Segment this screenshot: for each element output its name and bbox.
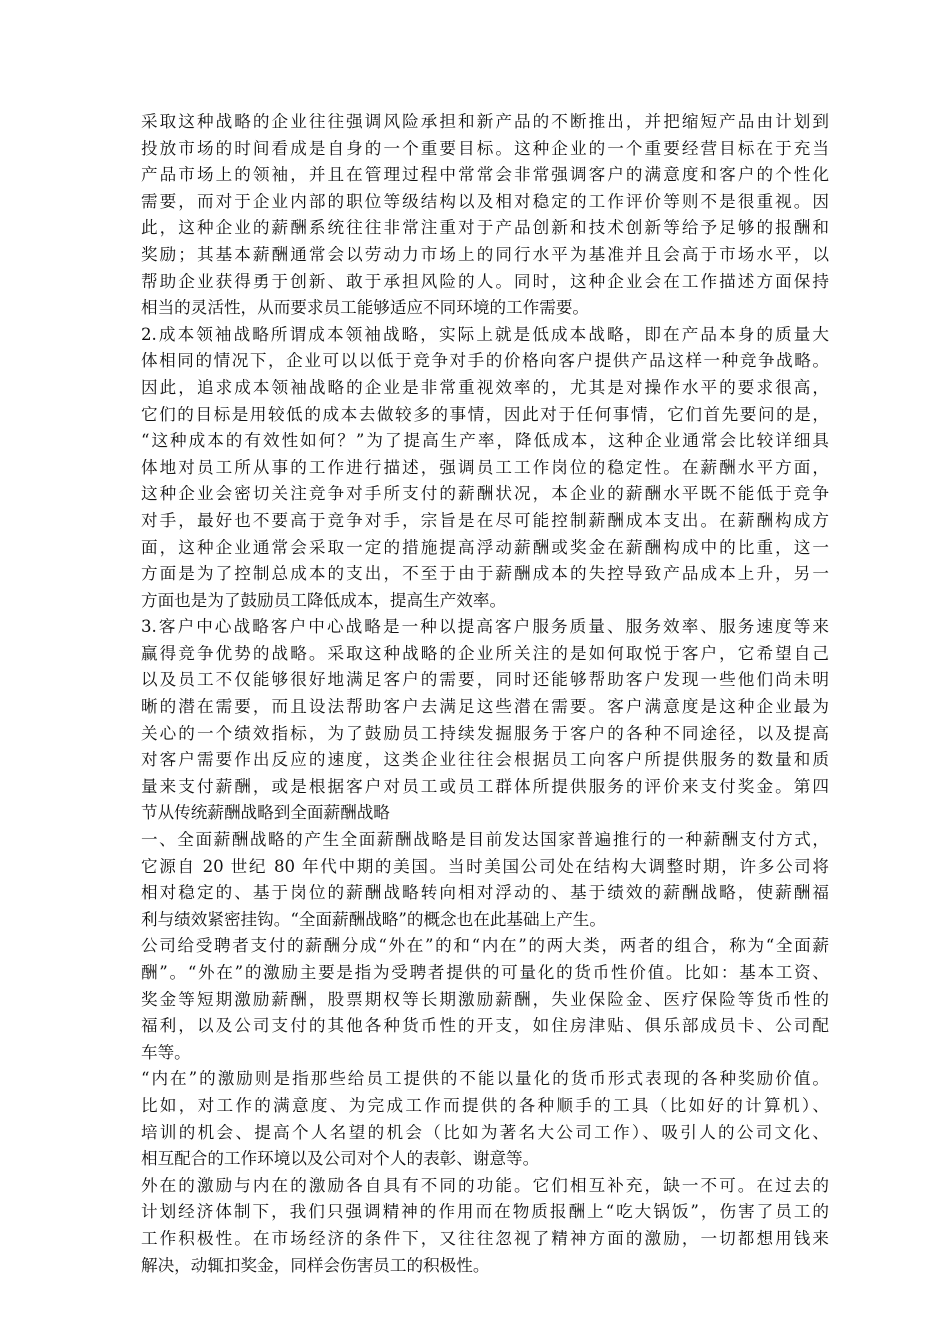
text-line: 酬”。“外在”的激励主要是指为受聘者提供的可量化的货币性价值。比如：基本工资、 (141, 963, 829, 982)
text-line: 产品市场上的领袖，并且在管理过程中常常会非常强调客户的满意度和客户的个性化 (141, 165, 829, 185)
text-line: 需要，而对于企业内部的职位等级结构以及相对稳定的工作评价等则不是很重视。因 (141, 191, 829, 211)
text-line: 帮助企业获得勇于创新、敢于承担风险的人。同时，这种企业会在工作描述方面保持 (141, 271, 829, 291)
text-line: 采取这种战略的企业往往强调风险承担和新产品的不断推出，并把缩短产品由计划到 (141, 112, 829, 131)
text-line: 3.客户中心战略客户中心战略是一种以提高客户服务质量、服务效率、服务速度等来 (141, 617, 829, 637)
text-line: 福利，以及公司支付的其他各种货币性的开支，如住房津贴、俱乐部成员卡、公司配 (141, 1016, 829, 1036)
text-line: 计划经济体制下，我们只强调精神的作用而在物质报酬上“吃大锅饭”，伤害了员工的 (141, 1202, 829, 1222)
text-line: 公司给受聘者支付的薪酬分成“外在”的和“内在”的两大类，两者的组合，称为“全面薪 (141, 936, 829, 956)
text-line: 晰的潜在需要，而且设法帮助客户去满足这些潜在需要。客户满意度是这种企业最为 (141, 697, 829, 717)
text-line: “内在”的激励则是指那些给员工提供的不能以量化的货币形式表现的各种奖励价值。 (141, 1069, 829, 1089)
text-line: 2.成本领袖战略所谓成本领袖战略，实际上就是低成本战略，即在产品本身的质量大 (141, 324, 829, 344)
text-line: 方面是为了控制总成本的支出，不至于由于薪酬成本的失控导致产品成本上升，另一 (141, 564, 829, 584)
text-line: 关心的一个绩效指标，为了鼓励员工持续发掘服务于客户的各种不同途径，以及提高 (141, 723, 829, 743)
text-line: 相互配合的工作环境以及公司对个人的表彰、谢意等。 (141, 1149, 540, 1169)
text-line: 因此，追求成本领袖战略的企业是非常重视效率的，尤其是对操作水平的要求很高， (141, 377, 829, 397)
text-line: 赢得竞争优势的战略。采取这种战略的企业所关注的是如何取悦于客户，它希望自己 (141, 643, 829, 663)
text-line: 面，这种企业通常会采取一定的措施提高浮动薪酬或奖金在薪酬构成中的比重，这一 (141, 537, 829, 557)
text-line: 量来支付薪酬，或是根据客户对员工或员工群体所提供服务的评价来支付奖金。第四 (141, 776, 829, 796)
text-line: 外在的激励与内在的激励各自具有不同的功能。它们相互补充，缺一不可。在过去的 (141, 1175, 829, 1195)
text-line: 对手，最好也不要高于竞争对手，宗旨是在尽可能控制薪酬成本支出。在薪酬构成方 (141, 510, 829, 530)
text-line: 对客户需要作出反应的速度，这类企业往往会根据员工向客户所提供服务的数量和质 (141, 750, 829, 770)
text-line: 培训的机会、提高个人名望的机会（比如为著名大公司工作）、吸引人的公司文化、 (141, 1122, 829, 1142)
text-line: “这种成本的有效性如何？”为了提高生产率，降低成本，这种企业通常会比较详细具 (141, 431, 829, 451)
text-line: 比如，对工作的满意度、为完成工作而提供的各种顺手的工具（比如好的计算机）、 (141, 1095, 829, 1115)
text-line: 相当的灵活性，从而要求员工能够适应不同环境的工作需要。 (141, 298, 590, 318)
text-line: 它源自 20 世纪 80 年代中期的美国。当时美国公司处在结构大调整时期，许多公司将 (141, 856, 829, 876)
text-line: 它们的目标是用较低的成本去做较多的事情，因此对于任何事情，它们首先要问的是， (141, 404, 829, 424)
text-line: 利与绩效紧密挂钩。“全面薪酬战略”的概念也在此基础上产生。 (141, 909, 606, 929)
text-line: 解决，动辄扣奖金，同样会伤害员工的积极性。 (141, 1255, 490, 1275)
text-line: 相对稳定的、基于岗位的薪酬战略转向相对浮动的、基于绩效的薪酬战略，使薪酬福 (141, 883, 829, 903)
text-line: 这种企业会密切关注竞争对手所支付的薪酬状况，本企业的薪酬水平既不能低于竞争 (141, 484, 829, 504)
text-line: 此，这种企业的薪酬系统往往非常注重对于产品创新和技术创新等给予足够的报酬和 (141, 218, 829, 238)
text-line: 方面也是为了鼓励员工降低成本，提高生产效率。 (141, 590, 507, 610)
text-line: 工作积极性。在市场经济的条件下，又往往忽视了精神方面的激励，一切都想用钱来 (141, 1228, 829, 1248)
text-line: 奖金等短期激励薪酬，股票期权等长期激励薪酬，失业保险金、医疗保险等货币性的 (141, 989, 829, 1009)
text-line: 奖励；其基本薪酬通常会以劳动力市场上的同行水平为基准并且会高于市场水平，以 (141, 244, 829, 264)
text-line: 体相同的情况下，企业可以以低于竞争对手的价格向客户提供产品这样一种竞争战略。 (141, 351, 829, 371)
text-line: 以及员工不仅能够很好地满足客户的需要，同时还能够帮助客户发现一些他们尚未明 (141, 670, 829, 690)
text-line: 投放市场的时间看成是自身的一个重要目标。这种企业的一个重要经营目标在于充当 (141, 138, 829, 158)
text-line: 体地对员工所从事的工作进行描述，强调员工工作岗位的稳定性。在薪酬水平方面， (141, 457, 829, 477)
text-line: 车等。 (141, 1042, 191, 1062)
text-line: 一、全面薪酬战略的产生全面薪酬战略是目前发达国家普遍推行的一种薪酬支付方式， (141, 830, 829, 850)
document-page (141, 109, 829, 1279)
text-line: 节从传统薪酬战略到全面薪酬战略 (141, 803, 390, 823)
